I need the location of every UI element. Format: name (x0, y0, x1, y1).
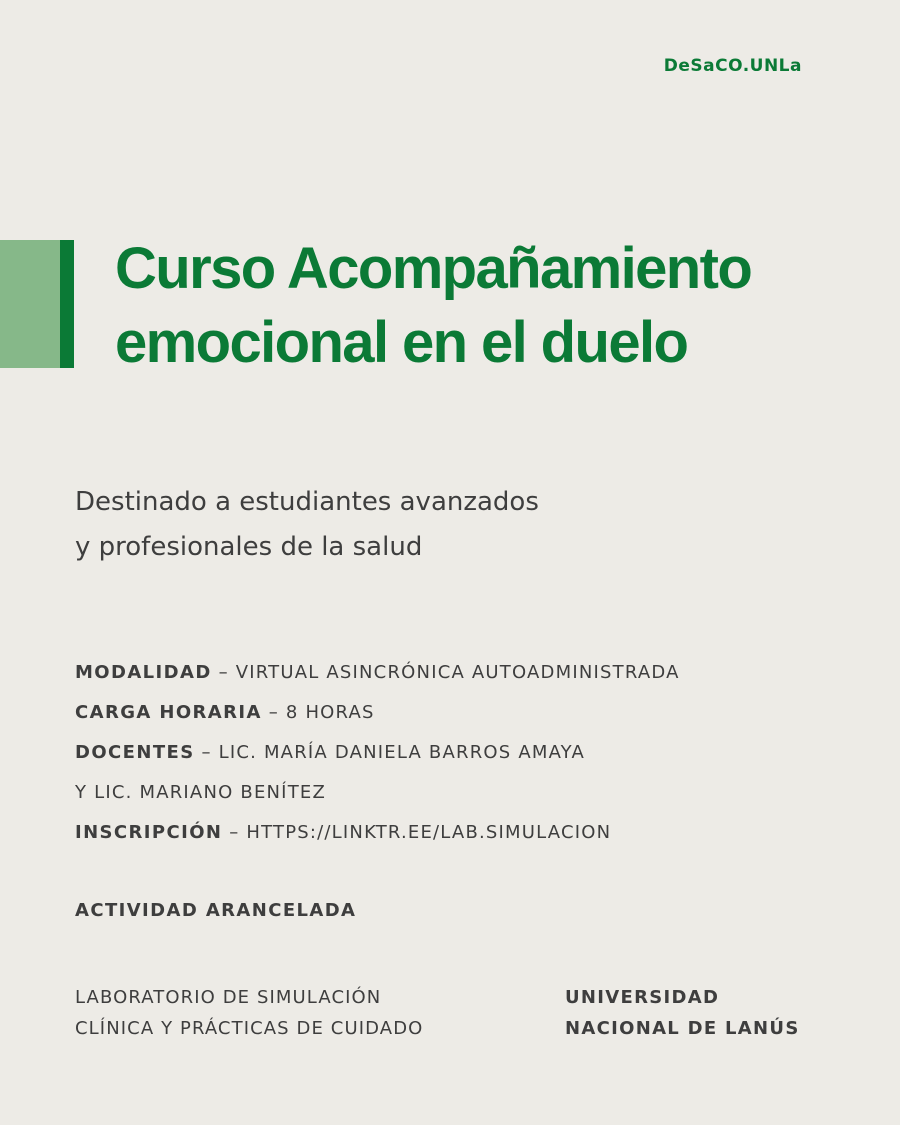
detail-row-modalidad (75, 656, 855, 696)
audience-text (75, 480, 539, 570)
course-title-line-2: emocional en el duelo (115, 310, 688, 375)
detail-value-link: – HTTPS://LINKTR.EE/LAB.SIMULACION (222, 822, 612, 843)
activity-fee-note: ACTIVIDAD ARANCELADA (75, 900, 357, 921)
footer-left-line-2: CLÍNICA Y PRÁCTICAS DE CUIDADO (75, 1018, 424, 1039)
audience-line-2: y profesionales de la salud (75, 532, 423, 562)
footer-lab-name (75, 982, 423, 1044)
footer-left-line-1: LABORATORIO DE SIMULACIÓN (75, 987, 382, 1008)
audience-line-1: Destinado a estudiantes avanzados (75, 487, 539, 517)
footer-right-line-2: NACIONAL DE LANÚS (565, 1018, 800, 1039)
detail-row-inscripcion (75, 816, 855, 856)
course-title-line-1: Curso Acompañamiento (115, 236, 752, 301)
detail-row-docentes (75, 736, 855, 776)
detail-value: Y LIC. MARIANO BENÍTEZ (75, 782, 326, 803)
detail-row-carga-horaria (75, 696, 855, 736)
detail-value: – VIRTUAL ASINCRÓNICA AUTOADMINISTRADA (211, 662, 680, 683)
footer-university-name (565, 982, 800, 1044)
detail-row-docentes-cont (75, 776, 855, 816)
brand-logo-text: DeSaCO.UNLa (663, 56, 802, 76)
accent-block-light (0, 240, 60, 368)
detail-label: CARGA HORARIA (75, 702, 262, 723)
detail-value: – LIC. MARÍA DANIELA BARROS AMAYA (194, 742, 585, 763)
course-details (75, 656, 855, 856)
detail-label: DOCENTES (75, 742, 195, 763)
footer-right-line-1: UNIVERSIDAD (565, 987, 720, 1008)
detail-value: – 8 HORAS (261, 702, 375, 723)
accent-bar-dark (60, 240, 74, 368)
detail-label: INSCRIPCIÓN (75, 822, 223, 843)
course-title (115, 232, 875, 380)
detail-label: MODALIDAD (75, 662, 212, 683)
